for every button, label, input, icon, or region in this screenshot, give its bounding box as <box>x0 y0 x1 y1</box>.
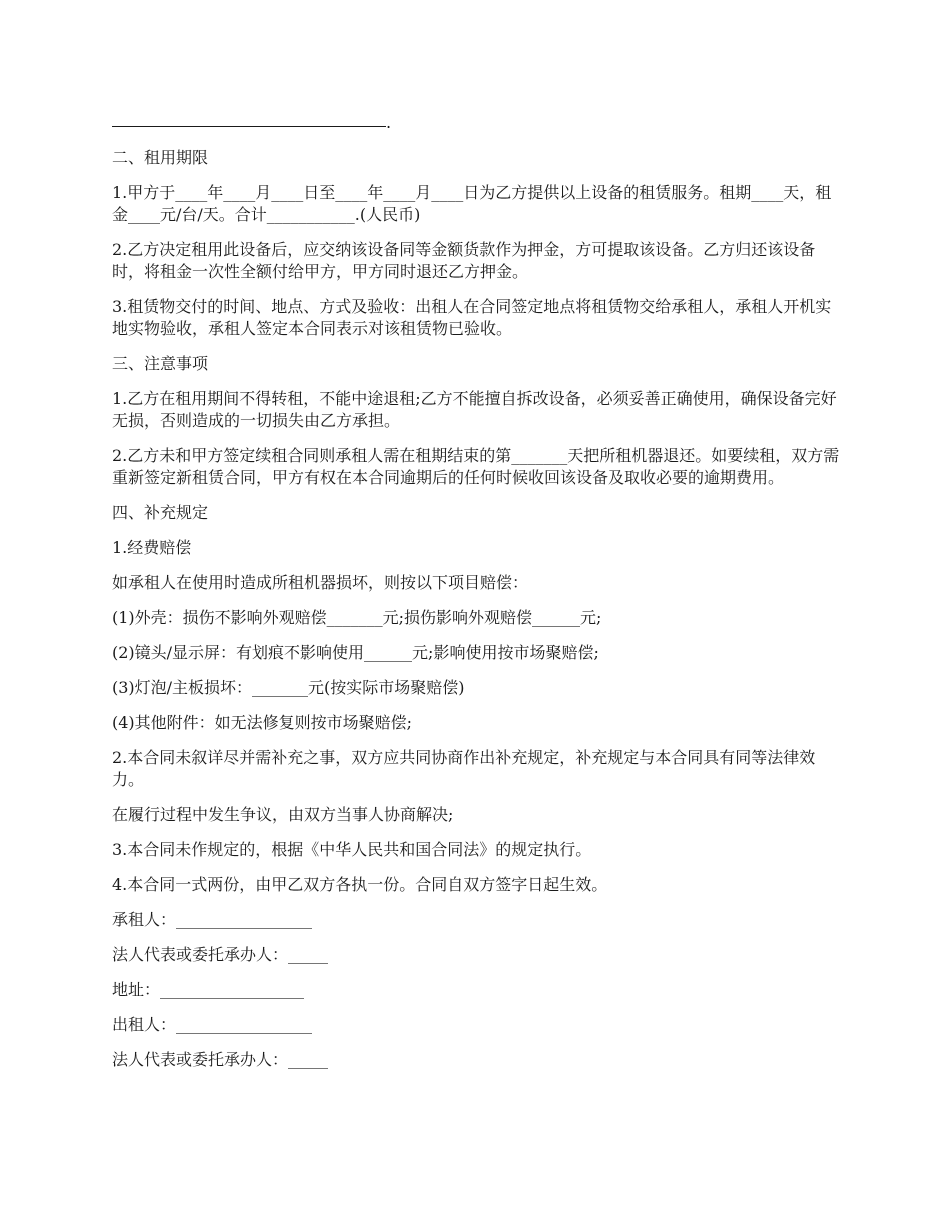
clause-deposit: 2.乙方决定租用此设备后，应交纳该设备同等金额货款作为押金，方可提取该设备。乙方归还该设备时，将租金一次性全额付给甲方，甲方同时退还乙方押金。 <box>112 240 816 281</box>
signature-lessor-rep: 法人代表或委托承办人：_____ <box>112 1050 329 1069</box>
section-title-rental-period: 二、租用期限 <box>112 148 209 167</box>
signature-lessee-rep: 法人代表或委托承办人：_____ <box>112 945 329 964</box>
compensation-item-bulb: (3)灯泡/主板损坏：_______元(按实际市场聚赔偿) <box>112 678 465 697</box>
compensation-item-accessories: (4)其他附件：如无法修复则按市场聚赔偿; <box>112 713 413 732</box>
line-end-period: . <box>386 113 392 132</box>
underline-rule <box>112 112 386 127</box>
compensation-item-lens: (2)镜头/显示屏：有划痕不影响使用______元;影响使用按市场聚赔偿; <box>112 643 599 662</box>
clause-rental-dates: 1.甲方于____年____月____日至____年____月____日为乙方提供以上设备的租赁服务。租期____天，租金____元/台/天。合计___________.(人民币) <box>112 183 832 224</box>
clause-governing-law: 3.本合同未作规定的，根据《中华人民共和国合同法》的规定执行。 <box>112 840 592 859</box>
clause-delivery-inspection: 3.租赁物交付的时间、地点、方式及验收：出租人在合同签定地点将租赁物交给承租人，承租人开机实地实物验收，承租人签定本合同表示对该租赁物已验收。 <box>112 297 832 338</box>
clause-compensation-intro: 如承租人在使用时造成所租机器损坏，则按以下项目赔偿： <box>112 573 529 592</box>
clause-compensation-title: 1.经费赔偿 <box>112 538 192 557</box>
signature-lessor: 出租人：_________________ <box>112 1015 313 1034</box>
clause-return-renewal: 2.乙方未和甲方签定续租合同则承租人需在租期结束的第_______天把所租机器退还。如要续租，双方需重新签定新租赁合同，甲方有权在本合同逾期后的任何时候收回该设备及取收必要的逾期费用。 <box>112 446 840 487</box>
document-body <box>112 112 840 1084</box>
signature-lessee: 承租人：_________________ <box>112 910 313 929</box>
clause-no-sublease: 1.乙方在租用期间不得转租，不能中途退租;乙方不能擅自拆改设备，必须妥善正确使用，确保设备完好无损，否则造成的一切损失由乙方承担。 <box>112 389 837 430</box>
section-title-supplementary: 四、补充规定 <box>112 503 209 522</box>
clause-copies: 4.本合同一式两份，由甲乙双方各执一份。合同自双方签字日起生效。 <box>112 875 608 894</box>
section-title-notes: 三、注意事项 <box>112 354 209 373</box>
signature-address: 地址：__________________ <box>112 980 305 999</box>
clause-dispute: 在履行过程中发生争议，由双方当事人协商解决; <box>112 805 454 824</box>
clause-supplement: 2.本合同未叙详尽并需补充之事，双方应共同协商作出补充规定，补充规定与本合同具有同等法律效力。 <box>112 748 816 789</box>
compensation-item-shell: (1)外壳：损伤不影响外观赔偿_______元;损伤影响外观赔偿______元; <box>112 608 602 627</box>
blank-fill-line <box>112 112 840 134</box>
